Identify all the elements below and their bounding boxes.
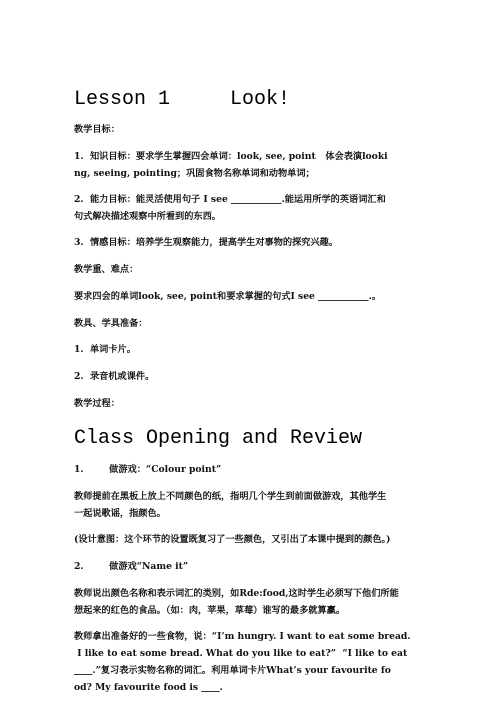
game-1-title: 1. 做游戏：“Colour point” [74,464,222,475]
food-line-4: od? My favourite food is ____. [74,682,223,693]
game-2-title: 2. 做游戏“Name it” [74,561,189,572]
key-points: 要求四会的单词look, see, point和要求掌握的句式I see ___________.。 [74,291,382,302]
teaching-goals-label: 教学目标： [74,124,120,135]
material-2: 2. 录音机或课件。 [74,371,155,382]
material-1: 1. 单词卡片。 [74,344,136,355]
game-1-desc-line-2: 一起说歌谣，指颜色。 [74,508,166,519]
process-label: 教学过程： [74,398,120,409]
food-line-3: ____.”复习表示实物名称的词汇。利用单词卡片What’s your favourite fo [74,665,391,676]
design-note: (设计意图：这个环节的设置既复习了一些颜色，又引出了本课中提到的颜色。) [74,534,391,545]
goal-2-line-1: 2. 能力目标：能灵活使用句子 I see ___________.能运用所学的英语词汇和 [74,194,386,205]
goal-2-line-2: 句式解决描述观察中所看到的东西。 [74,211,221,222]
goal-1-line-2: ng, seeing, pointing；巩固食物名称单词和动物单词； [74,168,315,179]
food-line-1: 教师拿出准备好的一些食物，说：“I’m hungry. I want to eat some bread. [74,631,411,642]
goal-3: 3. 情感目标：培养学生观察能力，提高学生对事物的探究兴趣。 [74,237,339,248]
key-points-label: 教学重、难点： [74,264,139,275]
game-1-desc-line-1: 教师提前在黑板上放上不同颜色的纸，指明几个学生到前面做游戏，其他学生 [74,491,387,502]
game-2-desc-line-2: 想起来的红色的食品。（如：肉，苹果，草莓）谁写的最多就算赢。 [74,605,346,616]
lesson-title: Lesson 1 Look! [74,88,291,111]
game-2-desc-line-1: 教师说出颜色名称和表示词汇的类别，如Rde:food,这时学生必须写下他们所能 [74,588,399,599]
goal-1-line-1: 1. 知识目标：要求学生掌握四会单词：look, see, point 体会表演looki [74,151,388,162]
food-line-2: I like to eat some bread. What do you like to eat?” “I like to eat [74,648,408,659]
section-title: Class Opening and Review [74,427,363,450]
materials-label: 教具、学具准备： [74,318,148,329]
